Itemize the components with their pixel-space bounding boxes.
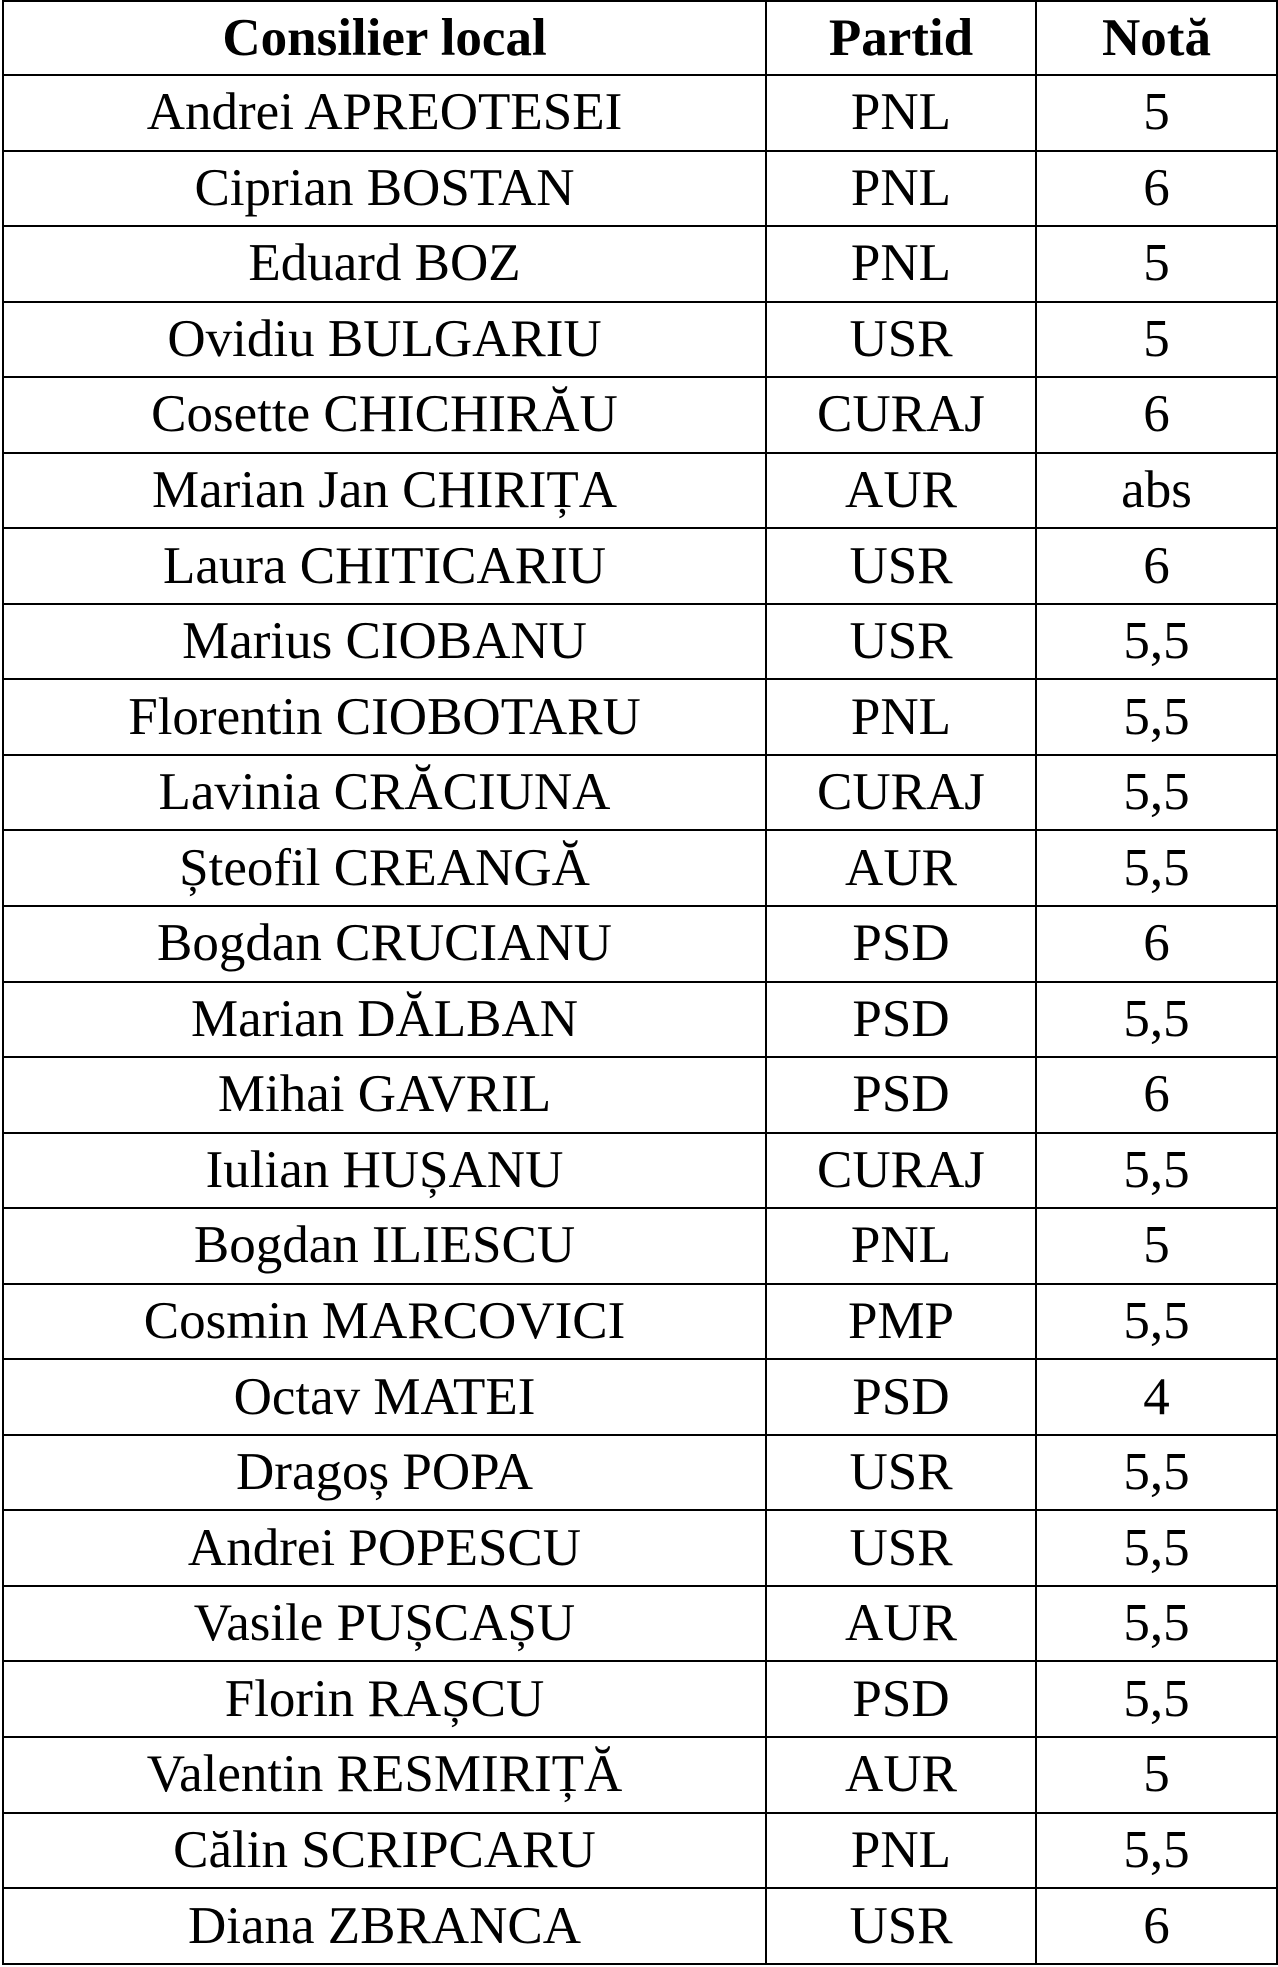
party-cell: PSD [766,1661,1036,1737]
table-row [3,1737,1277,1813]
party-cell: AUR [766,453,1036,529]
table-row [3,1133,1277,1209]
grade-cell: 6 [1036,151,1277,227]
councillor-name-cell: Ciprian BOSTAN [3,151,766,227]
party-cell: CURAJ [766,1133,1036,1209]
grade-cell: 6 [1036,906,1277,982]
councillor-name-cell: Mihai GAVRIL [3,1057,766,1133]
grade-cell: 5,5 [1036,982,1277,1058]
party-cell: AUR [766,1586,1036,1662]
party-cell: PNL [766,679,1036,755]
header-councillor: Consilier local [3,1,766,75]
grade-cell: 6 [1036,528,1277,604]
councillor-name-cell: Valentin RESMIRIȚĂ [3,1737,766,1813]
table-row [3,1359,1277,1435]
councillor-name-cell: Călin SCRIPCARU [3,1813,766,1889]
councillor-name-cell: Șteofil CREANGĂ [3,830,766,906]
party-cell: USR [766,1435,1036,1511]
party-cell: PNL [766,226,1036,302]
header-party: Partid [766,1,1036,75]
party-cell: USR [766,528,1036,604]
party-cell: PNL [766,1813,1036,1889]
table-row [3,1813,1277,1889]
table-row [3,830,1277,906]
table-row [3,1510,1277,1586]
councillor-name-cell: Lavinia CRĂCIUNA [3,755,766,831]
councillor-name-cell: Cosette CHICHIRĂU [3,377,766,453]
councillor-name-cell: Cosmin MARCOVICI [3,1284,766,1360]
councillor-name-cell: Marian Jan CHIRIȚA [3,453,766,529]
grade-cell: 5,5 [1036,830,1277,906]
party-cell: PSD [766,1359,1036,1435]
table-row [3,151,1277,227]
header-row [3,1,1277,75]
councillor-name-cell: Vasile PUȘCAȘU [3,1586,766,1662]
grade-cell: 5,5 [1036,1133,1277,1209]
councillor-name-cell: Andrei POPESCU [3,1510,766,1586]
grade-cell: 6 [1036,1057,1277,1133]
grade-cell: 6 [1036,377,1277,453]
councillor-name-cell: Dragoș POPA [3,1435,766,1511]
table-row [3,679,1277,755]
table-row [3,226,1277,302]
table-row [3,453,1277,529]
councillor-name-cell: Eduard BOZ [3,226,766,302]
party-cell: PSD [766,906,1036,982]
council-grades-table [2,0,1278,1965]
grade-cell: 5 [1036,1737,1277,1813]
table-row [3,604,1277,680]
grade-cell: 5,5 [1036,1661,1277,1737]
party-cell: PNL [766,151,1036,227]
header-grade: Notă [1036,1,1277,75]
grade-cell: 5,5 [1036,755,1277,831]
party-cell: PSD [766,1057,1036,1133]
councillor-name-cell: Ovidiu BULGARIU [3,302,766,378]
party-cell: PNL [766,1208,1036,1284]
party-cell: USR [766,1510,1036,1586]
grade-cell: 5 [1036,302,1277,378]
table-row [3,75,1277,151]
councillor-name-cell: Marius CIOBANU [3,604,766,680]
table-row [3,982,1277,1058]
table-row [3,755,1277,831]
councillor-name-cell: Laura CHITICARIU [3,528,766,604]
grade-cell: 5 [1036,75,1277,151]
councillor-name-cell: Florin RAȘCU [3,1661,766,1737]
grade-cell: 5,5 [1036,1435,1277,1511]
councillor-name-cell: Marian DĂLBAN [3,982,766,1058]
table-row [3,1586,1277,1662]
grade-cell: 4 [1036,1359,1277,1435]
grade-cell: 5,5 [1036,604,1277,680]
grade-cell: abs [1036,453,1277,529]
councillor-name-cell: Octav MATEI [3,1359,766,1435]
councillor-name-cell: Diana ZBRANCA [3,1888,766,1964]
table-row [3,377,1277,453]
party-cell: USR [766,604,1036,680]
table-row [3,1057,1277,1133]
table-row [3,1888,1277,1964]
party-cell: PMP [766,1284,1036,1360]
grade-cell: 6 [1036,1888,1277,1964]
party-cell: PNL [766,75,1036,151]
party-cell: AUR [766,830,1036,906]
table-row [3,1661,1277,1737]
party-cell: CURAJ [766,377,1036,453]
party-cell: USR [766,302,1036,378]
councillor-name-cell: Bogdan ILIESCU [3,1208,766,1284]
table-row [3,302,1277,378]
grade-cell: 5,5 [1036,1510,1277,1586]
party-cell: PSD [766,982,1036,1058]
party-cell: CURAJ [766,755,1036,831]
table-row [3,528,1277,604]
councillor-name-cell: Bogdan CRUCIANU [3,906,766,982]
councillor-name-cell: Iulian HUȘANU [3,1133,766,1209]
grade-cell: 5 [1036,1208,1277,1284]
table-row [3,1284,1277,1360]
table-row [3,1435,1277,1511]
grade-cell: 5,5 [1036,679,1277,755]
grade-cell: 5 [1036,226,1277,302]
party-cell: USR [766,1888,1036,1964]
party-cell: AUR [766,1737,1036,1813]
table-row [3,1208,1277,1284]
grade-cell: 5,5 [1036,1586,1277,1662]
councillor-name-cell: Florentin CIOBOTARU [3,679,766,755]
councillor-name-cell: Andrei APREOTESEI [3,75,766,151]
grade-cell: 5,5 [1036,1284,1277,1360]
grade-cell: 5,5 [1036,1813,1277,1889]
table-row [3,906,1277,982]
